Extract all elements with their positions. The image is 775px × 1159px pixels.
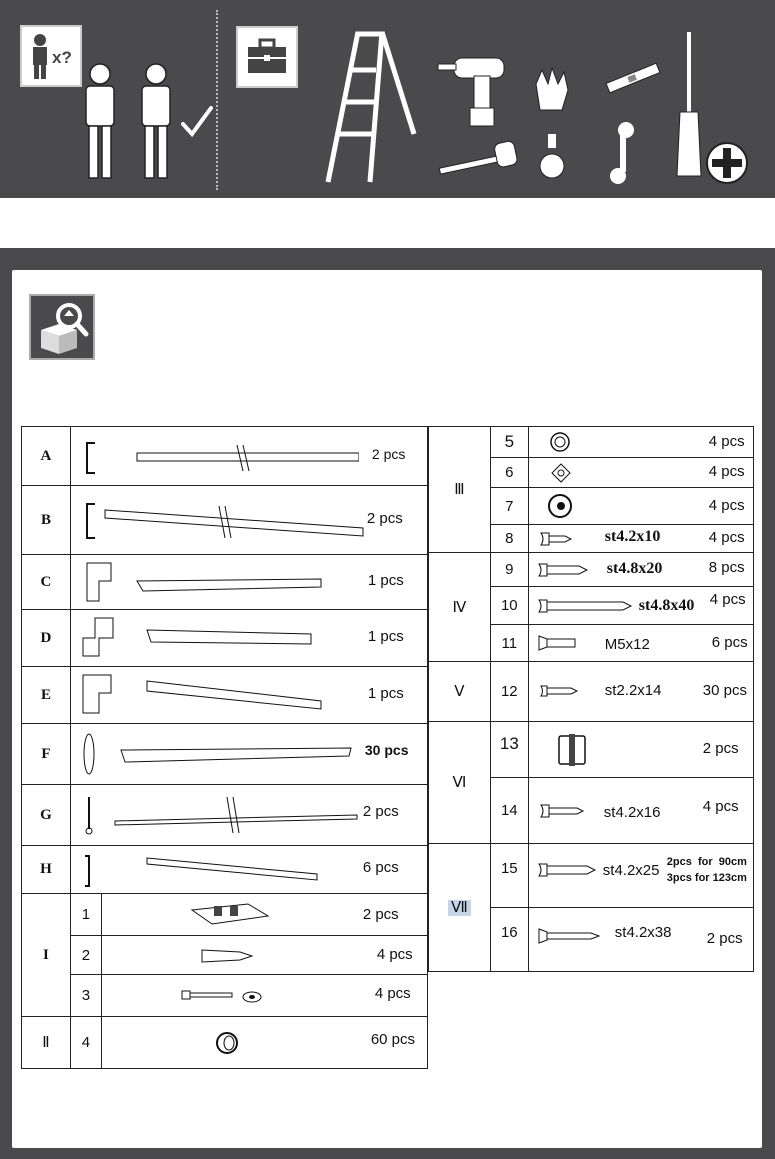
part-qty: 4 pcs: [708, 497, 745, 514]
bracket-d-drawing: [81, 616, 321, 660]
ring-washer-drawing: [549, 431, 571, 453]
part-spec: st4.2x10: [604, 528, 661, 545]
part-cell: [528, 525, 753, 553]
part-cell: [528, 587, 753, 625]
part-num: 12: [490, 662, 528, 722]
part-code: I: [22, 894, 71, 1017]
shelf-f-drawing: [81, 730, 361, 778]
group-code: Ⅵ: [429, 722, 491, 844]
screw-9-drawing: [537, 562, 589, 578]
part-cell: [70, 667, 427, 724]
part-qty: 2 pcs: [371, 446, 406, 462]
hinge-plate-drawing: [188, 900, 272, 930]
table-row: [22, 846, 428, 894]
part-spec: st4.8x40: [638, 597, 695, 614]
part-cell: [528, 625, 753, 662]
part-num: 8: [490, 525, 528, 553]
phillips-head-icon: [704, 140, 750, 186]
part-cell: [528, 908, 753, 972]
part-qty: 30 pcs: [702, 682, 747, 699]
hammer-icon: [436, 138, 520, 178]
table-row: [22, 610, 428, 667]
strip-h-drawing: [81, 852, 321, 890]
part-cell: [101, 936, 427, 975]
part-spec: st4.8x20: [606, 560, 663, 577]
part-qty: 2 pcs: [362, 803, 399, 820]
part-num: 9: [490, 553, 528, 587]
part-num: 3: [70, 975, 101, 1017]
part-qty: 30 pcs: [364, 742, 409, 758]
part-cell: [101, 1017, 427, 1069]
part-spec: st4.2x16: [603, 804, 661, 821]
screw-10-drawing: [537, 598, 633, 614]
svg-text:x?: x?: [52, 48, 72, 67]
rail-a-drawing: [79, 437, 359, 477]
ladder-icon: [320, 26, 420, 188]
part-num: 5: [490, 427, 528, 458]
hinge-13-drawing: [557, 732, 589, 768]
part-cell: [528, 553, 753, 587]
part-qty: 2 pcs: [702, 740, 739, 757]
part-qty: 1 pcs: [367, 572, 404, 589]
inspect-box: [29, 294, 95, 360]
part-cell: [528, 662, 753, 722]
part-spec: st4.2x38: [614, 924, 672, 941]
table-row: [22, 427, 428, 486]
table-row: [22, 724, 428, 785]
table-row: [22, 785, 428, 846]
table-row: [22, 894, 428, 936]
part-cell: [528, 722, 753, 778]
square-nut-drawing: [551, 463, 571, 483]
rail-b-drawing: [79, 500, 369, 544]
part-qty: 6 pcs: [362, 859, 399, 876]
part-qty: 2 pcs: [366, 510, 403, 527]
rail-g-drawing: [81, 793, 361, 839]
part-code: F: [22, 724, 71, 785]
part-cell: [70, 724, 427, 785]
group-code-highlight: Ⅶ: [448, 900, 471, 916]
table-row: [429, 844, 754, 908]
part-cell: [70, 555, 427, 610]
part-code: Ⅱ: [22, 1017, 71, 1069]
table-row: [429, 722, 754, 778]
part-spec: st2.2x14: [604, 682, 662, 699]
screw-8-drawing: [539, 531, 573, 547]
spirit-level-icon: [604, 58, 662, 98]
drill-icon: [436, 52, 510, 128]
part-code: E: [22, 667, 71, 724]
wrench-icon: [608, 120, 638, 186]
part-spec: st4.2x25: [602, 862, 660, 879]
person-question-box: [20, 25, 82, 87]
group-code: [429, 844, 491, 972]
bolt-11-drawing: [537, 635, 577, 651]
part-qty: 6 pcs: [711, 634, 748, 651]
part-num: 2: [70, 936, 101, 975]
inspect-box-icon: [31, 296, 93, 358]
part-qty: 2 pcs: [706, 930, 743, 947]
part-cell: [528, 844, 753, 908]
part-code: H: [22, 846, 71, 894]
part-qty: 60 pcs: [370, 1031, 416, 1048]
person-question-icon: [22, 27, 80, 85]
part-qty-alt: 3pcs for 123cm: [666, 872, 747, 884]
screw-16-drawing: [537, 928, 601, 944]
table-row: [22, 975, 428, 1017]
part-code: D: [22, 610, 71, 667]
part-num: 10: [490, 587, 528, 625]
banner-divider: [216, 10, 218, 190]
part-cell: [528, 488, 753, 525]
part-cell: [101, 894, 427, 936]
part-code: A: [22, 427, 71, 486]
cap-nut-drawing: [547, 493, 573, 519]
parts-table-right: [428, 426, 754, 972]
group-code: Ⅴ: [429, 662, 491, 722]
part-qty: 4 pcs: [709, 591, 746, 608]
part-num: 11: [490, 625, 528, 662]
part-cell: [528, 458, 753, 488]
part-cell: [70, 486, 427, 555]
part-cell: [528, 778, 753, 844]
bracket-c-drawing: [81, 561, 331, 605]
part-qty: 2pcs for 90cm: [666, 856, 747, 868]
part-qty: 4 pcs: [702, 798, 739, 815]
part-num: 14: [490, 778, 528, 844]
part-cell: [101, 975, 427, 1017]
part-num: 7: [490, 488, 528, 525]
screw-12-drawing: [539, 684, 579, 698]
part-code: C: [22, 555, 71, 610]
screw-15-drawing: [537, 862, 597, 878]
tape-measure-icon: [538, 132, 566, 184]
table-row: [429, 427, 754, 458]
parts-table-left: [21, 426, 428, 1069]
part-cell: [70, 846, 427, 894]
gloves-icon: [532, 66, 572, 112]
screwdriver-icon: [674, 30, 704, 180]
part-qty: 4 pcs: [708, 433, 745, 450]
bolt-washer-drawing: [180, 985, 270, 1007]
part-qty: 8 pcs: [708, 559, 745, 576]
table-row: [429, 662, 754, 722]
table-row: [22, 486, 428, 555]
checkmark-icon: [180, 104, 214, 138]
part-cell: [70, 610, 427, 667]
wall-plug-drawing: [200, 946, 254, 966]
part-cell: [528, 427, 753, 458]
part-num: 6: [490, 458, 528, 488]
part-qty: 4 pcs: [374, 985, 411, 1002]
part-qty: 4 pcs: [376, 946, 413, 963]
table-row: [22, 555, 428, 610]
bracket-e-drawing: [81, 673, 331, 717]
part-num: 13: [490, 722, 528, 778]
part-qty: 1 pcs: [367, 685, 404, 702]
part-qty: 4 pcs: [708, 463, 745, 480]
toolbox-icon: [238, 28, 296, 86]
table-row: [429, 553, 754, 587]
part-num: 16: [490, 908, 528, 972]
screw-14-drawing: [539, 804, 585, 818]
table-row: [22, 1017, 428, 1069]
bushing-drawing: [214, 1031, 240, 1055]
part-num: 15: [490, 844, 528, 908]
tools-banner: [0, 0, 775, 198]
part-qty: 2 pcs: [362, 906, 399, 923]
part-cell: [70, 427, 427, 486]
table-row: [22, 936, 428, 975]
part-code: B: [22, 486, 71, 555]
part-spec: M5x12: [604, 636, 650, 653]
group-code: Ⅳ: [429, 553, 491, 662]
part-qty: 4 pcs: [708, 529, 745, 546]
part-code: G: [22, 785, 71, 846]
part-num: 1: [70, 894, 101, 936]
part-num: 4: [70, 1017, 101, 1069]
group-code: Ⅲ: [429, 427, 491, 553]
part-qty: 1 pcs: [367, 628, 404, 645]
toolbox-box: [236, 26, 298, 88]
table-row: [22, 667, 428, 724]
part-cell: [70, 785, 427, 846]
two-people-icon: [78, 62, 188, 186]
